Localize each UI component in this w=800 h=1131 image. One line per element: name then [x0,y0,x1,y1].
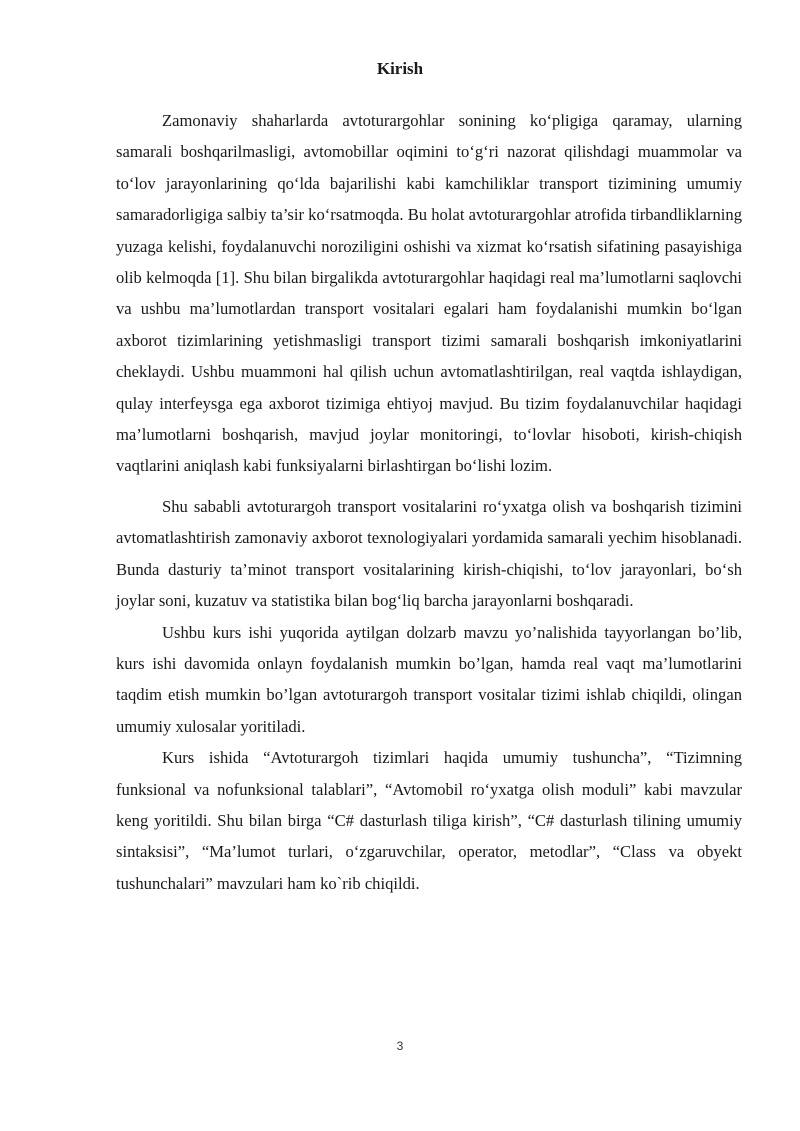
paragraph-solution: Shu sababli avtoturargoh transport vositalarini ro‘yxatga olish va boshqarish tizimini avtomatlashtirish zamonaviy axborot texnologiyalari yordamida samarali yechim hisoblanadi. Bunda dasturiy ta’minot transport vositalarining kirish-chiqishi, to‘lov jarayonlari, bo‘sh joylar soni, kuzatuv va statistika bilan bog‘liq barcha jarayonlarni boshqaradi. [116,496,742,611]
page-number: 3 [396,1039,404,1053]
paragraph-purpose: Ushbu kurs ishi yuqorida aytilgan dolzarb mavzu yo’nalishida tayyorlangan bo’lib, kurs ishi davomida onlayn foydalanish mumkin bo’lgan, hamda real vaqt ma’lumotlarini taqdim etish mumkin bo’lgan avtoturargoh transport vositalar tizimi ishlab chiqildi, olingan umumiy xulosalar yoritiladi. [116,622,742,736]
section-title: Kirish [376,59,424,78]
paragraph-intro: Zamonaviy shaharlarda avtoturargohlar sonining ko‘pligiga qaramay, ularning samarali boshqarilmasligi, avtomobillar oqimini to‘g‘ri nazorat qilishdagi muammolar va to‘lov jarayonlarining qo‘lda bajarilishi kabi kamchiliklar transport tizimining umumiy samaradorligiga salbiy ta’sir ko‘rsatmoqda. Bu holat avtoturargohlar atrofida tirbandliklarning yuzaga kelishi, foydalanuvchi noroziligini oshishi va xizmat ko‘rsatish sifatining pasayishiga olib kelmoqda [1]. Shu bilan birgalikda avtoturargohlar haqidagi real ma’lumotlarni saqlovchi va ushbu ma’lumotlardan transport vositalari egalari ham foydalanishi mumkin bo‘lgan axborot tizimlarining yetishmasligi transport tizimi samarali boshqarish imkoniyatlarini cheklaydi. Ushbu muammoni hal qilish uchun avtomatlashtirilgan, real vaqtda ishlaydigan, qulay interfeysga ega axborot tizimiga ehtiyoj mavjud. Bu tizim foydalanuvchilar haqidagi ma’lumotlarni boshqarish, mavjud joylar monitoringi, to‘lovlar hisoboti, kirish-chiqish vaqtlarini aniqlash kabi funksiyalarni birlashtirgan bo‘lishi lozim. [116,111,742,476]
body-text [116,105,742,899]
paragraph-topics: Kurs ishida “Avtoturargoh tizimlari haqida umumiy tushuncha”, “Tizimning funksional va nofunksional talablari”, “Avtomobil ro‘yxatga olish moduli” kabi mavzular keng yoritildi. Shu bilan birga “C# dasturlash tiliga kirish”, “C# dasturlash tilining umumiy sintaksisi”, “Ma’lumot turlari, o‘zgaruvchilar, operator, metodlar”, “Class va obyekt tushunchalari” mavzulari ham ko`rib chiqildi. [116,748,742,893]
